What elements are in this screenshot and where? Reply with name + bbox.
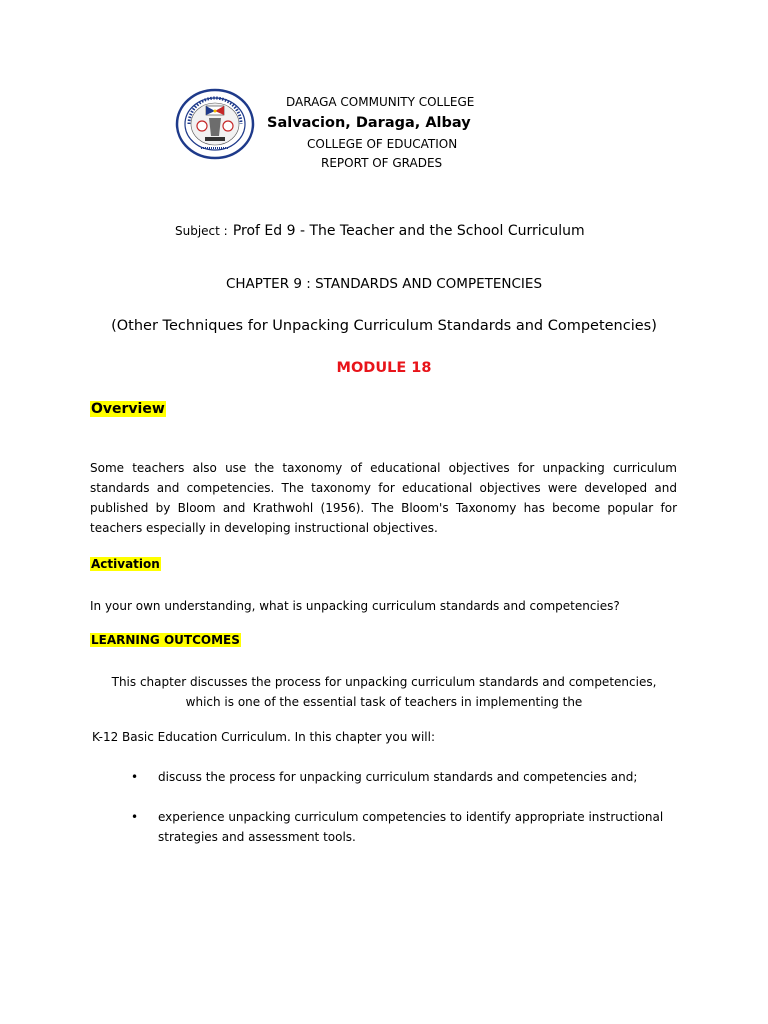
intro-line: This chapter discusses the process for unpacking curriculum standards and competencies,	[111, 675, 657, 689]
learning-outcomes-lead: K-12 Basic Education Curriculum. In this chapter you will:	[92, 730, 436, 744]
college-name: DARAGA COMMUNITY COLLEGE	[286, 95, 475, 109]
activation-paragraph: In your own understanding, what is unpacking curriculum standards and competencies?	[90, 599, 620, 613]
department-name: COLLEGE OF EDUCATION	[307, 137, 458, 151]
college-address: Salvacion, Daraga, Albay	[267, 115, 471, 131]
learning-outcomes-heading: LEARNING OUTCOMES	[91, 633, 240, 647]
list-item-text: discuss the process for unpacking curriculum standards and competencies and;	[158, 770, 638, 784]
overview-paragraph: Some teachers also use the taxonomy of educational objectives for unpacking curriculum standards and competencies. The taxonomy for educational objectives were developed and published by Bloom and Krathwohl (1956). The Bloom's Taxonomy has become popular for teachers especially in developing instructional objectives.	[90, 461, 677, 535]
activation-heading: Activation	[91, 557, 160, 571]
college-seal-logo	[175, 88, 255, 160]
subject-label: Subject :	[175, 224, 228, 238]
subject-value: Prof Ed 9 - The Teacher and the School Curriculum	[232, 223, 585, 239]
subject-line	[175, 220, 585, 239]
bullet-icon: •	[131, 810, 139, 824]
list-item	[131, 767, 691, 787]
chapter-title: CHAPTER 9 : STANDARDS AND COMPETENCIES	[225, 276, 543, 292]
module-title: MODULE 18	[336, 360, 432, 376]
intro-line: which is one of the essential task of teachers in implementing the	[185, 695, 583, 709]
overview-heading: Overview	[91, 401, 165, 417]
list-item	[131, 807, 691, 847]
chapter-subtitle: (Other Techniques for Unpacking Curriculum Standards and Competencies)	[111, 318, 657, 334]
list-item-text: experience unpacking curriculum competencies to identify appropriate instructional strategies and assessment tools.	[158, 810, 664, 844]
learning-outcomes-intro	[0, 672, 768, 712]
learning-outcomes-list	[131, 767, 691, 867]
report-title: REPORT OF GRADES	[321, 156, 443, 170]
bullet-icon: •	[131, 770, 139, 784]
